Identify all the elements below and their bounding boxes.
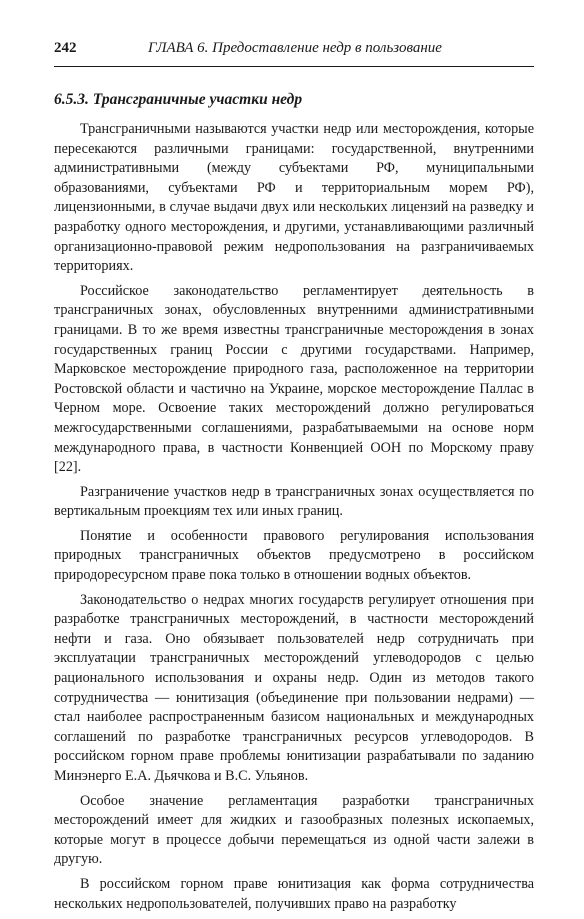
paragraph: Российское законодательство регламентирует деятельность в трансграничных зонах, обусловленных внутренними административными границами. В то же время известны трансграничные месторождения в зонах государственных границ России с другими государствами. Например, Марковское месторождение природного газа, расположенное на территории Ростовской области и частично на Украине, морское месторождение Паллас в Черном море. Освоение таких месторождений должно регулироваться межгосударственными соглашениями, разрабатываемыми на основе норм международного права, в частности Конвенцией ООН по Морскому праву [22]. (54, 282, 534, 476)
body-text (54, 120, 534, 914)
paragraph: Разграничение участков недр в трансграничных зонах осуществляется по вертикальным проекциям тех или иных границ. (54, 483, 534, 520)
running-head (54, 40, 534, 62)
book-page (54, 40, 534, 919)
paragraph: В российском горном праве юнитизация как форма сотрудничества нескольких недропользователей, получивших право на разработку (54, 875, 534, 912)
running-title: ГЛАВА 6. Предоставление недр в пользование (148, 40, 442, 56)
section-title: 6.5.3. Трансграничные участки недр (54, 91, 303, 108)
paragraph: Особое значение регламентация разработки трансграничных месторождений имеет для жидких и газообразных полезных ископаемых, которые могут в процессе добычи перемещаться из одной части залежи в другую. (54, 792, 534, 868)
page-number: 242 (54, 40, 77, 56)
paragraph: Трансграничными называются участки недр или месторождения, которые пересекаются различными границами: государственной, внутренними административными (между субъектами РФ, муниципальными образованиями, субъектами РФ и территориальным морем РФ), лицензионными, в случае выдачи двух или нескольких лицензий на разведку и разработку одного месторождения, и другими, устанавливающими различный организационно-правовой режим недропользования на разграничиваемых территориях. (54, 121, 534, 275)
header-rule (54, 66, 534, 67)
paragraph: Законодательство о недрах многих государств регулирует отношения при разработке трансграничных месторождений, в частности месторождений нефти и газа. Оно обязывает пользователей недр сотрудничать при эксплуатации трансграничных месторождений углеводородов с целью рационального использования и охраны недр. Один из методов такого сотрудничества — юнитизация (объединение при пользовании недрами) — стал наиболее распространенным базисом национальных и международных соглашений по разработке трансграничных ресурсов углеводородов. В российском горном праве проблемы юнитизации разрабатывали по заданию Минэнерго Е.А. Дьячкова и В.С. Ульянов. (54, 591, 534, 784)
paragraph: Понятие и особенности правового регулирования использования природных трансграничных объектов предусмотрено в российском природоресурсном праве пока только в отношении водных объектов. (54, 527, 534, 584)
